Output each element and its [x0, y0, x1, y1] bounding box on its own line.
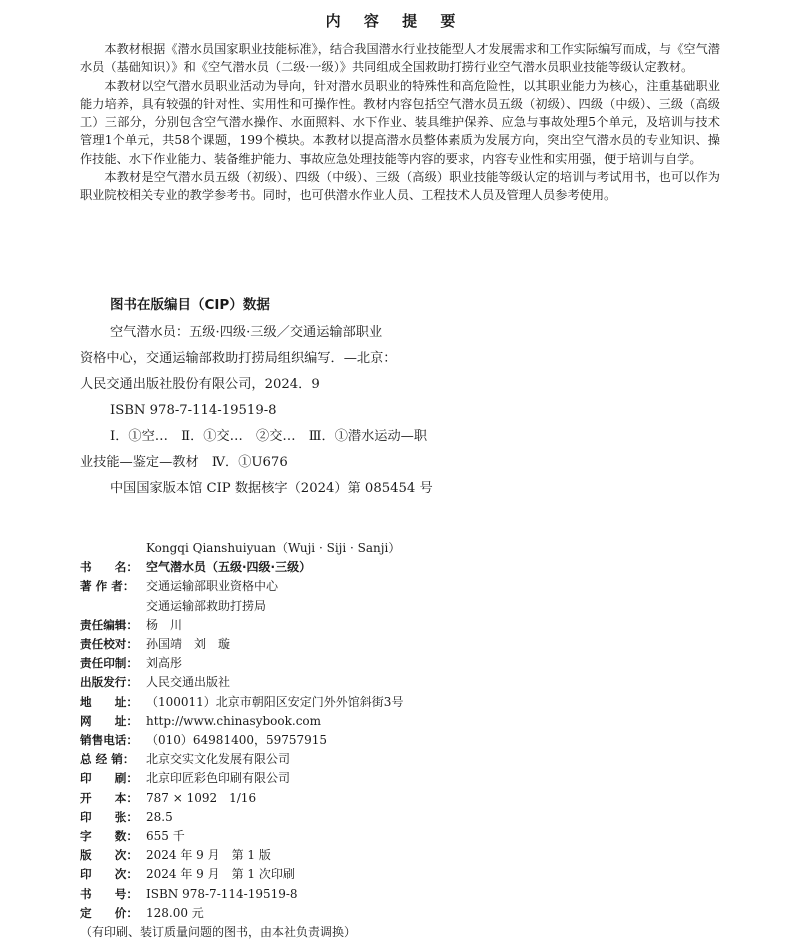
colophon-row [80, 577, 680, 596]
colophon-value: 交通运输部救助打捞局 [146, 598, 267, 613]
colophon-label: 地 址： [80, 694, 138, 709]
colophon-row [80, 635, 680, 654]
quality-note: （有印刷、装订质量问题的图书，由本社负责调换） [80, 925, 357, 940]
colophon-value: 2024 年 9 月 第 1 次印刷 [146, 867, 295, 882]
colophon-row [80, 731, 680, 750]
colophon-value: 787 × 1092 1/16 [146, 790, 257, 805]
colophon-row [80, 789, 680, 808]
colophon-value: 北京交实文化发展有限公司 [146, 752, 291, 767]
colophon-row [80, 654, 680, 673]
colophon-label: 书 号： [80, 886, 138, 901]
colophon-label: 开 本： [80, 790, 138, 805]
colophon-label: 责任校对： [80, 637, 138, 652]
price-value: 128.00 元 [146, 905, 204, 920]
cip-line: 人民交通出版社股份有限公司，2024．9 [80, 377, 320, 392]
colophon-row [80, 616, 680, 635]
cip-line: 业技能—鉴定—教材 Ⅳ．①U676 [80, 455, 288, 470]
colophon-label: 销售电话： [80, 733, 138, 748]
colophon-row [80, 827, 680, 846]
colophon-value: （100011）北京市朝阳区安定门外外馆斜街3号 [146, 694, 404, 709]
colophon-row [80, 769, 680, 788]
website-link: http://www.chinasybook.com [146, 713, 322, 728]
colophon-row [80, 712, 680, 731]
colophon-row [80, 673, 680, 692]
colophon-value: 刘高彤 [146, 656, 183, 671]
cip-line: Ⅰ．①空… Ⅱ．①交… ②交… Ⅲ．①潜水运动—职 [110, 429, 428, 444]
cip-isbn: ISBN 978-7-114-19519-8 [110, 403, 277, 418]
colophon-label: 印 张： [80, 809, 138, 824]
colophon-label: 版 次： [80, 848, 138, 863]
colophon-value: 北京印匠彩色印刷有限公司 [146, 771, 291, 786]
colophon-value: （010）64981400，59757915 [146, 733, 328, 748]
colophon-row [80, 750, 680, 769]
colophon-value: 2024 年 9 月 第 1 版 [146, 848, 271, 863]
colophon-value: 人民交通出版社 [146, 675, 231, 690]
colophon-value: 孙国靖 刘 璇 [146, 637, 231, 652]
colophon-value: 28.5 [146, 809, 173, 824]
colophon-value: ISBN 978-7-114-19519-8 [146, 886, 298, 901]
colophon-label: 字 数： [80, 829, 138, 844]
romanized-title: Kongqi Qianshuiyuan（Wuji · Siji · Sanji） [146, 541, 401, 555]
summary-paragraph: 本教材以空气潜水员职业活动为导向，针对潜水员职业的特殊性和高危险性，以其职业能力为核心，注重基础职业能力培养，具有较强的针对性、实用性和可操作性。教材内容包括空气潜水员五级（初级）、四级（中级）、三级（高级工）三部分，分别包含空气潜水操作、水面照料、水下作业、装具维护保养、应急与事故处理5个单元，及培训与技术管理1个单元，共58个课题，199个模块。本教材以提高潜水员整体素质为发展方向，突出空气潜水员的专业知识、操作技能、水下作业能力、装备维护能力、事故应急处理技能等内容的要求，内容专业性和实用强，便于培训与自学。 [80, 78, 720, 166]
colophon-row [80, 693, 680, 712]
cip-record-number: 中国国家版本馆 CIP 数据核字（2024）第 085454 号 [110, 481, 433, 496]
colophon-row [80, 558, 680, 577]
colophon-label: 印 刷： [80, 771, 138, 786]
colophon-value: 交通运输部职业资格中心 [146, 579, 279, 594]
summary-paragraph: 本教材根据《潜水员国家职业技能标准》，结合我国潜水行业技能型人才发展需求和工作实际编写而成，与《空气潜水员（基础知识）》和《空气潜水员（二级·一级）》共同组成全国救助打捞行业空气潜水员职业技能等级认定教材。 [80, 42, 720, 75]
colophon-label: 责任印制： [80, 656, 138, 671]
colophon-row [80, 904, 680, 923]
cip-line: 资格中心，交通运输部救助打捞局组织编写．—北京： [80, 351, 397, 366]
colophon-value: 空气潜水员（五级·四级·三级） [146, 560, 312, 575]
colophon-row [80, 865, 680, 884]
colophon-label: 责任编辑： [80, 617, 138, 632]
colophon-label: 出版发行： [80, 675, 138, 690]
colophon-value: 杨 川 [146, 617, 183, 632]
summary-paragraph: 本教材是空气潜水员五级（初级）、四级（中级）、三级（高级）职业技能等级认定的培训与考试用书，也可以作为职业院校相关专业的教学参考书。同时，也可供潜水作业人员、工程技术人员及管理人员参考使用。 [80, 170, 720, 203]
colophon [80, 539, 680, 942]
colophon-value: 655 千 [146, 829, 185, 844]
cip-record [80, 320, 480, 502]
colophon-row [80, 885, 680, 904]
page-title: 内 容 提 要 [325, 12, 465, 30]
colophon-label: 定 价： [80, 905, 138, 920]
summary-section [80, 40, 720, 205]
cip-line: 空气潜水员：五级·四级·三级／交通运输部职业 [110, 325, 383, 340]
colophon-row [80, 846, 680, 865]
cip-heading: 图书在版编目（CIP）数据 [110, 297, 270, 313]
colophon-row [80, 808, 680, 827]
colophon-label: 网 址： [80, 713, 138, 728]
colophon-label: 书 名： [80, 560, 138, 575]
colophon-label: 印 次： [80, 867, 138, 882]
colophon-label: 总 经 销： [80, 752, 135, 767]
colophon-label: 著 作 者： [80, 579, 135, 594]
